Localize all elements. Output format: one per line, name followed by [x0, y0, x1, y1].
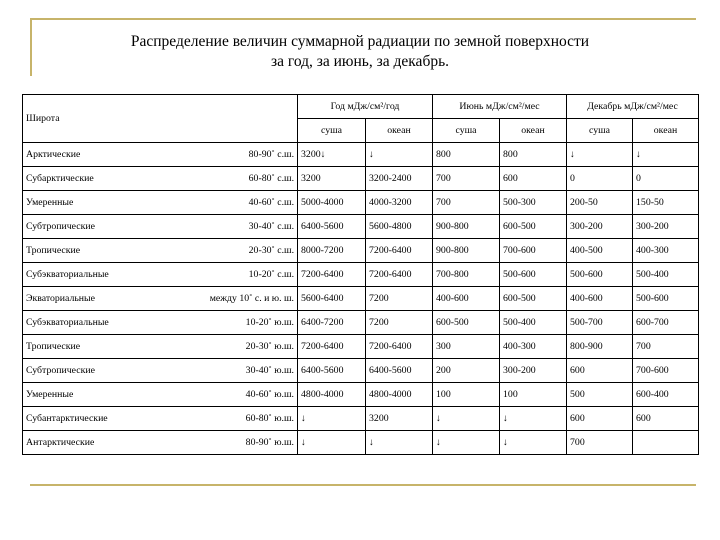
value-cell: 7200 [366, 311, 433, 335]
value-cell: 6400-5600 [298, 215, 366, 239]
latitude-cell: 40-60˚ ю.ш. [163, 383, 298, 407]
value-cell: 0 [633, 167, 699, 191]
zone-cell: Умеренные [23, 383, 163, 407]
table-row [23, 311, 699, 335]
zone-cell: Субарктические [23, 167, 163, 191]
value-cell: 500 [567, 383, 633, 407]
title-line-1: Распределение величин суммарной радиации по земной поверхности [130, 33, 590, 50]
latitude-cell: 30-40˚ ю.ш. [163, 359, 298, 383]
table-row [23, 191, 699, 215]
table-row [23, 143, 699, 167]
latitude-cell: 10-20˚ с.ш. [163, 263, 298, 287]
value-cell [633, 431, 699, 455]
value-cell: 500-700 [567, 311, 633, 335]
subheader-june-land: суша [433, 119, 500, 143]
value-cell: 400-500 [567, 239, 633, 263]
table-row [23, 167, 699, 191]
value-cell: 7200 [366, 287, 433, 311]
value-cell: 500-400 [500, 311, 567, 335]
zone-cell: Умеренные [23, 191, 163, 215]
value-cell: ↓ [433, 407, 500, 431]
value-cell: 300-200 [567, 215, 633, 239]
latitude-cell: 60-80˚ с.ш. [163, 167, 298, 191]
decorative-left-rule [30, 18, 32, 76]
latitude-cell: 60-80˚ ю.ш. [163, 407, 298, 431]
table-body [23, 143, 699, 455]
value-cell: 700-600 [633, 359, 699, 383]
value-cell: ↓ [366, 431, 433, 455]
value-cell: 500-300 [500, 191, 567, 215]
latitude-cell: 80-90˚ ю.ш. [163, 431, 298, 455]
table-row [23, 431, 699, 455]
value-cell: 500-600 [633, 287, 699, 311]
table-row [23, 263, 699, 287]
zone-cell: Тропические [23, 239, 163, 263]
value-cell: 200 [433, 359, 500, 383]
subheader-december-ocean: океан [633, 119, 699, 143]
group-header-year: Год мДж/см²/год [298, 95, 433, 119]
value-cell: 800-900 [567, 335, 633, 359]
value-cell: 7200-6400 [366, 263, 433, 287]
value-cell: 4800-4000 [298, 383, 366, 407]
value-cell: 5000-4000 [298, 191, 366, 215]
subheader-december-land: суша [567, 119, 633, 143]
latitude-cell: 10-20˚ ю.ш. [163, 311, 298, 335]
table-row [23, 335, 699, 359]
row-header-latitude: Широта [23, 95, 298, 143]
table-row [23, 239, 699, 263]
value-cell: 700-600 [500, 239, 567, 263]
latitude-cell: 30-40˚ с.ш. [163, 215, 298, 239]
value-cell: 600 [633, 407, 699, 431]
zone-cell: Арктические [23, 143, 163, 167]
table-row [23, 383, 699, 407]
value-cell: 600-500 [500, 287, 567, 311]
latitude-cell: 40-60˚ с.ш. [163, 191, 298, 215]
value-cell: 7200-6400 [298, 263, 366, 287]
value-cell: 300-200 [500, 359, 567, 383]
value-cell: 600-500 [500, 215, 567, 239]
subheader-year-ocean: океан [366, 119, 433, 143]
value-cell: 700 [633, 335, 699, 359]
value-cell: 3200-2400 [366, 167, 433, 191]
zone-cell: Антарктические [23, 431, 163, 455]
value-cell: ↓ [500, 407, 567, 431]
value-cell: 5600-6400 [298, 287, 366, 311]
value-cell: 5600-4800 [366, 215, 433, 239]
value-cell: 800 [500, 143, 567, 167]
latitude-cell: 20-30˚ с.ш. [163, 239, 298, 263]
decorative-bottom-rule [30, 484, 696, 486]
value-cell: 6400-5600 [298, 359, 366, 383]
value-cell: ↓ [433, 431, 500, 455]
value-cell: 400-300 [500, 335, 567, 359]
value-cell: 800 [433, 143, 500, 167]
value-cell: 700 [433, 191, 500, 215]
value-cell: 200-50 [567, 191, 633, 215]
value-cell: ↓ [298, 431, 366, 455]
value-cell: 600 [567, 407, 633, 431]
latitude-cell: 80-90˚ с.ш. [163, 143, 298, 167]
value-cell: 7200-6400 [366, 335, 433, 359]
value-cell: 500-600 [500, 263, 567, 287]
latitude-cell: между 10˚ с. и ю. ш. [163, 287, 298, 311]
table-row [23, 215, 699, 239]
group-header-june: Июнь мДж/см²/мес [433, 95, 567, 119]
value-cell: 8000-7200 [298, 239, 366, 263]
value-cell: 100 [433, 383, 500, 407]
value-cell: 700 [567, 431, 633, 455]
value-cell: 7200-6400 [298, 335, 366, 359]
value-cell: 700 [433, 167, 500, 191]
radiation-table [22, 94, 699, 455]
table-row [23, 359, 699, 383]
value-cell: 500-600 [567, 263, 633, 287]
value-cell: ↓ [500, 431, 567, 455]
value-cell: 6400-7200 [298, 311, 366, 335]
value-cell: 600-400 [633, 383, 699, 407]
value-cell: 4800-4000 [366, 383, 433, 407]
value-cell: 100 [500, 383, 567, 407]
value-cell: 0 [567, 167, 633, 191]
value-cell: 900-800 [433, 239, 500, 263]
group-header-december: Декабрь мДж/см²/мес [567, 95, 699, 119]
value-cell: ↓ [633, 143, 699, 167]
value-cell: 6400-5600 [366, 359, 433, 383]
value-cell: 400-300 [633, 239, 699, 263]
value-cell: 3200↓ [298, 143, 366, 167]
value-cell: 500-400 [633, 263, 699, 287]
zone-cell: Субэкваториальные [23, 311, 163, 335]
value-cell: 300-200 [633, 215, 699, 239]
value-cell: 3200 [366, 407, 433, 431]
value-cell: 600-700 [633, 311, 699, 335]
decorative-top-rule [30, 18, 696, 20]
zone-cell: Субэкваториальные [23, 263, 163, 287]
value-cell: ↓ [567, 143, 633, 167]
value-cell: 600-500 [433, 311, 500, 335]
latitude-cell: 20-30˚ ю.ш. [163, 335, 298, 359]
value-cell: 4000-3200 [366, 191, 433, 215]
value-cell: 150-50 [633, 191, 699, 215]
value-cell: 600 [567, 359, 633, 383]
value-cell: ↓ [298, 407, 366, 431]
title-line-2: за год, за июнь, за декабрь. [270, 53, 450, 70]
value-cell: 400-600 [433, 287, 500, 311]
subheader-year-land: суша [298, 119, 366, 143]
value-cell: 700-800 [433, 263, 500, 287]
value-cell: 3200 [298, 167, 366, 191]
zone-cell: Субантарктические [23, 407, 163, 431]
subheader-june-ocean: океан [500, 119, 567, 143]
value-cell: 600 [500, 167, 567, 191]
zone-cell: Тропические [23, 335, 163, 359]
zone-cell: Экваториальные [23, 287, 163, 311]
zone-cell: Субтропические [23, 215, 163, 239]
zone-cell: Субтропические [23, 359, 163, 383]
value-cell: 7200-6400 [366, 239, 433, 263]
slide-title [60, 32, 660, 72]
value-cell: 400-600 [567, 287, 633, 311]
table-row [23, 287, 699, 311]
value-cell: ↓ [366, 143, 433, 167]
value-cell: 300 [433, 335, 500, 359]
value-cell: 900-800 [433, 215, 500, 239]
table-row [23, 407, 699, 431]
